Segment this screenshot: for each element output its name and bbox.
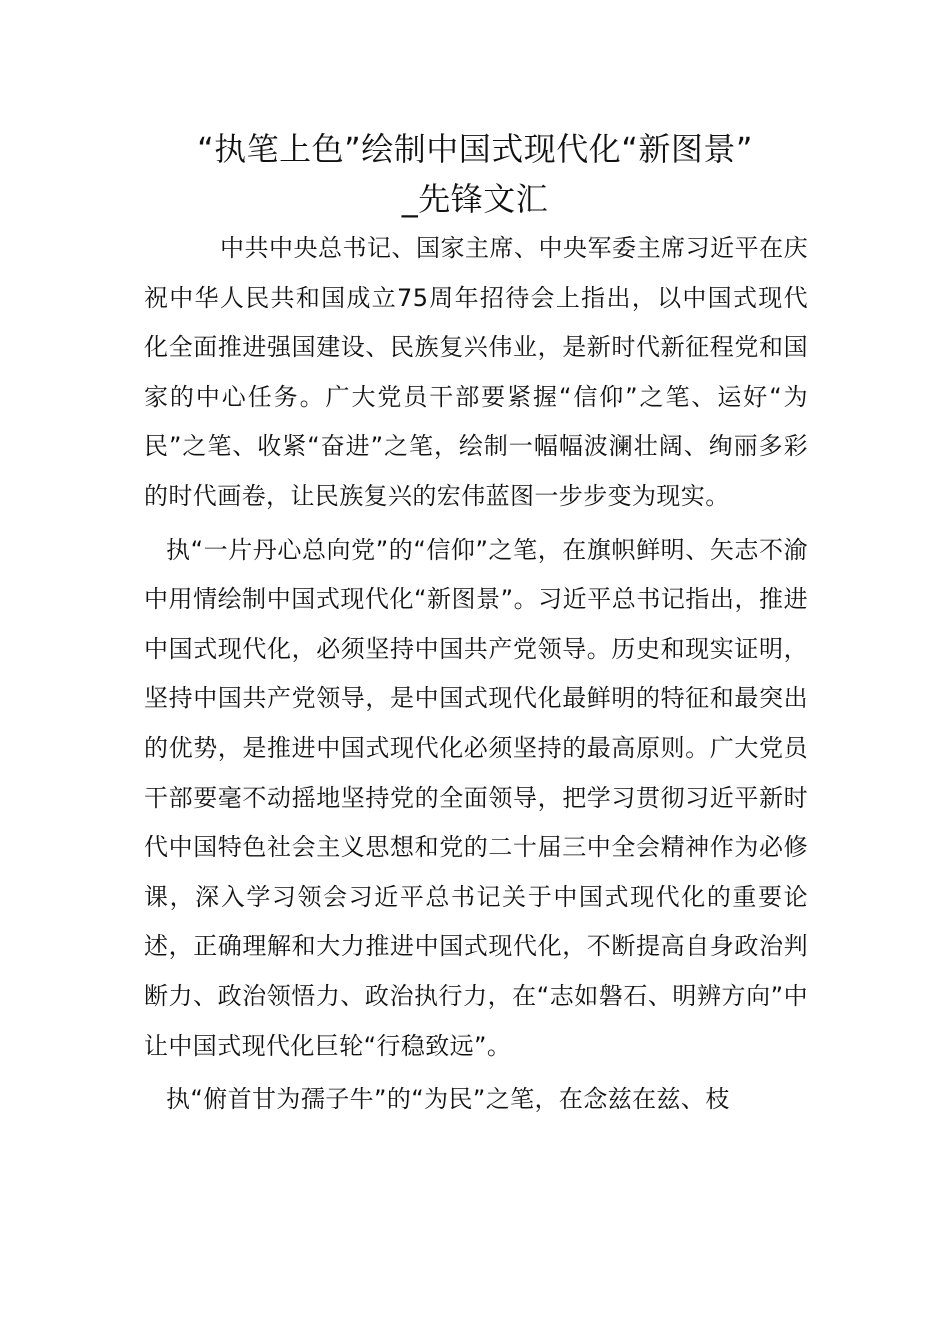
paragraph-3: 执“俯首甘为孺子牛”的“为民”之笔，在念兹在兹、枝 <box>166 1085 730 1114</box>
title-line-1: “执笔上色”绘制中国式现代化“新图景” <box>197 130 753 168</box>
document-body <box>144 224 808 1125</box>
document-title <box>120 124 830 224</box>
title-line-2: _先锋文汇 <box>401 180 549 218</box>
paragraph-2: 执“一片丹心总向党”的“信仰”之笔，在旗帜鲜明、矢志不渝中用情绘制中国式现代化“新图景”。习近平总书记指出，推进中国式现代化，必须坚持中国共产党领导。历史和现实证明，坚持中国共产党领导，是中国式现代化最鲜明的特征和最突出的优势，是推进中国式现代化必须坚持的最高原则。广大党员干部要毫不动摇地坚持党的全面领导，把学习贯彻习近平新时代中国特色社会主义思想和党的二十届三中全会精神作为必修课，深入学习领会习近平总书记关于中国式现代化的重要论述，正确理解和大力推进中国式现代化，不断提高自身政治判断力、政治领悟力、政治执行力，在“志如磐石、明辨方向”中让中国式现代化巨轮“行稳致远”。 <box>144 535 808 1060</box>
paragraph-1: 中共中央总书记、国家主席、中央军委主席习近平在庆祝中华人民共和国成立75周年招待会上指出，以中国式现代化全面推进强国建设、民族复兴伟业，是新时代新征程党和国家的中心任务。广大党员干部要紧握“信仰”之笔、运好“为民”之笔、收紧“奋进”之笔，绘制一幅幅波澜壮阔、绚丽多彩的时代画卷，让民族复兴的宏伟蓝图一步步变为现实。 <box>144 234 808 510</box>
